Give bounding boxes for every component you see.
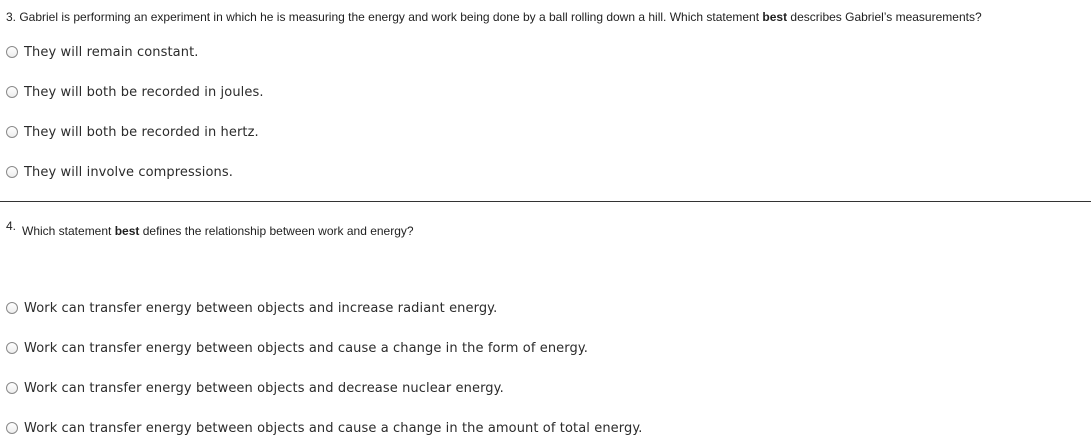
question-4-suffix: defines the relationship between work and energy? (139, 224, 414, 238)
option-label: They will both be recorded in hertz. (24, 124, 259, 140)
radio-button[interactable] (6, 126, 18, 138)
question-3-option-d[interactable] (6, 162, 233, 182)
question-3-option-b[interactable] (6, 82, 264, 102)
question-3-option-a[interactable] (6, 42, 199, 62)
radio-button[interactable] (6, 382, 18, 394)
question-4-option-b[interactable] (6, 338, 588, 358)
option-label: Work can transfer energy between objects and increase radiant energy. (24, 300, 498, 316)
radio-button[interactable] (6, 166, 18, 178)
radio-button[interactable] (6, 302, 18, 314)
option-label: Work can transfer energy between objects and cause a change in the amount of total energy. (24, 420, 643, 436)
question-4-prompt (22, 224, 414, 238)
question-3-option-c[interactable] (6, 122, 259, 142)
radio-button[interactable] (6, 342, 18, 354)
question-4-option-a[interactable] (6, 298, 497, 318)
question-4-emphasis: best (114, 224, 140, 238)
question-3-prefix: 3. Gabriel is performing an experiment in which he is measuring the energy and work being done by a ball rolling down a hill. Which statement (6, 10, 763, 24)
radio-button[interactable] (6, 86, 18, 98)
question-3-emphasis: best (762, 10, 788, 24)
option-label: They will involve compressions. (24, 164, 233, 180)
question-divider (0, 201, 1091, 202)
option-label: Work can transfer energy between objects and decrease nuclear energy. (24, 380, 504, 396)
radio-button[interactable] (6, 46, 18, 58)
option-label: They will both be recorded in joules. (24, 84, 264, 100)
question-3-prompt (6, 10, 982, 24)
option-label: Work can transfer energy between objects and cause a change in the form of energy. (24, 340, 588, 356)
question-4-prefix: Which statement (22, 224, 115, 238)
question-3-suffix: describes Gabriel’s measurements? (787, 10, 982, 24)
radio-button[interactable] (6, 422, 18, 434)
question-4-option-d[interactable] (6, 418, 643, 438)
question-4-option-c[interactable] (6, 378, 504, 398)
option-label: They will remain constant. (24, 44, 199, 60)
question-4-number: 4. (6, 219, 17, 233)
